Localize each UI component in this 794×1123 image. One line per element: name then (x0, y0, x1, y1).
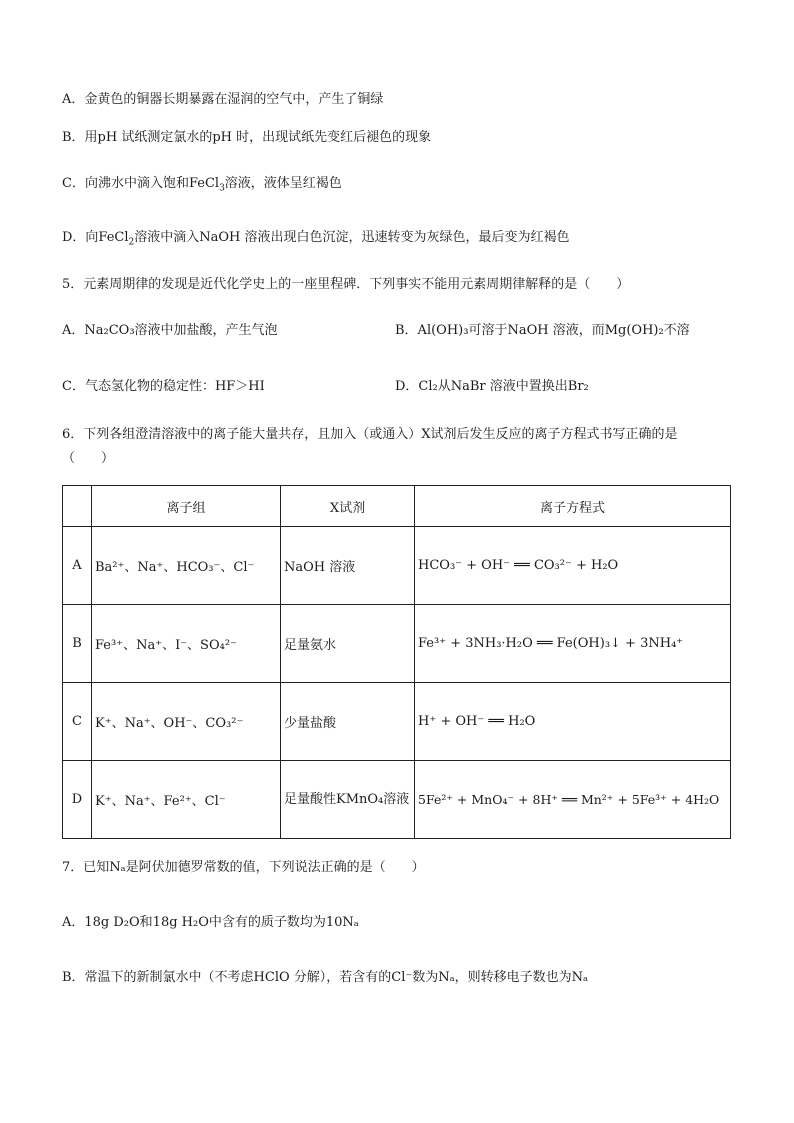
row-label: A (63, 527, 92, 605)
row-equation: HCO₃⁻ + OH⁻ ══ CO₃²⁻ + H₂O (415, 527, 731, 605)
q5-option-d: D．Cl₂从NaBr 溶液中置换出Br₂ (395, 379, 589, 394)
q6-header-label (63, 486, 92, 527)
q4-option-c-text: C．向沸水中滴入饱和FeCl (62, 176, 220, 191)
q7-option-b: B．常温下的新制氯水中（不考虑HClO 分解），若含有的Cl⁻数为Nₐ，则转移电子数也为Nₐ (62, 970, 589, 985)
q4-option-b: B．用pH 试纸测定氯水的pH 时，出现试纸先变红后褪色的现象 (62, 130, 432, 145)
row-ions: K⁺、Na⁺、Fe²⁺、Cl⁻ (92, 761, 281, 839)
q6-header-ions: 离子组 (92, 486, 281, 527)
table-row (63, 683, 731, 761)
q5-option-a: A．Na₂CO₃溶液中加盐酸，产生气泡 (62, 323, 278, 338)
row-equation: 5Fe²⁺ + MnO₄⁻ + 8H⁺ ══ Mn²⁺ + 5Fe³⁺ + 4H₂O (415, 761, 731, 839)
row-equation: Fe³⁺ + 3NH₃·H₂O ══ Fe(OH)₃↓ + 3NH₄⁺ (415, 605, 731, 683)
row-reagent: 少量盐酸 (281, 683, 415, 761)
q4-option-d (62, 228, 570, 248)
row-reagent: 足量氨水 (281, 605, 415, 683)
row-ions: K⁺、Na⁺、OH⁻、CO₃²⁻ (92, 683, 281, 761)
row-reagent: 足量酸性KMnO₄溶液 (281, 761, 415, 839)
q6-header-reagent: X试剂 (281, 486, 415, 527)
q4-option-c-tail: 溶液，液体呈红褐色 (224, 176, 342, 191)
q5-option-b: B．Al(OH)₃可溶于NaOH 溶液，而Mg(OH)₂不溶 (395, 323, 690, 338)
q4-option-c-sub: 3 (219, 183, 225, 194)
q4-option-d-text: D．向FeCl (62, 230, 129, 245)
q6-stem: 6．下列各组澄清溶液中的离子能大量共存，且加入（或通入）X试剂后发生反应的离子方程式书写正确的是 (62, 427, 678, 442)
q6-header-equation: 离子方程式 (415, 486, 731, 527)
q6-table (62, 485, 731, 839)
q6-stem-answer-blank: （ ） (62, 451, 115, 466)
q7-stem: 7．已知Nₐ是阿伏加德罗常数的值，下列说法正确的是（ ） (62, 860, 425, 875)
q6-table-header (63, 486, 731, 527)
row-label: D (63, 761, 92, 839)
q4-option-d-tail: 溶液中滴入NaOH 溶液出现白色沉淀，迅速转变为灰绿色，最后变为红褐色 (134, 230, 570, 245)
row-equation: H⁺ + OH⁻ ══ H₂O (415, 683, 731, 761)
q4-option-c (62, 174, 342, 194)
table-row (63, 527, 731, 605)
table-row (63, 605, 731, 683)
row-reagent: NaOH 溶液 (281, 527, 415, 605)
q7-option-a: A．18g D₂O和18g H₂O中含有的质子数均为10Nₐ (62, 915, 359, 930)
q4-option-a: A．金黄色的铜器长期暴露在湿润的空气中，产生了铜绿 (62, 92, 384, 107)
q4-option-d-sub: 2 (128, 237, 135, 248)
row-label: C (63, 683, 92, 761)
row-ions: Fe³⁺、Na⁺、I⁻、SO₄²⁻ (92, 605, 281, 683)
table-row (63, 761, 731, 839)
q5-stem: 5．元素周期律的发现是近代化学史上的一座里程碑．下列事实不能用元素周期律解释的是（ ） (62, 277, 630, 292)
row-ions: Ba²⁺、Na⁺、HCO₃⁻、Cl⁻ (92, 527, 281, 605)
row-label: B (63, 605, 92, 683)
q5-option-c: C．气态氢化物的稳定性：HF＞HI (62, 379, 265, 394)
